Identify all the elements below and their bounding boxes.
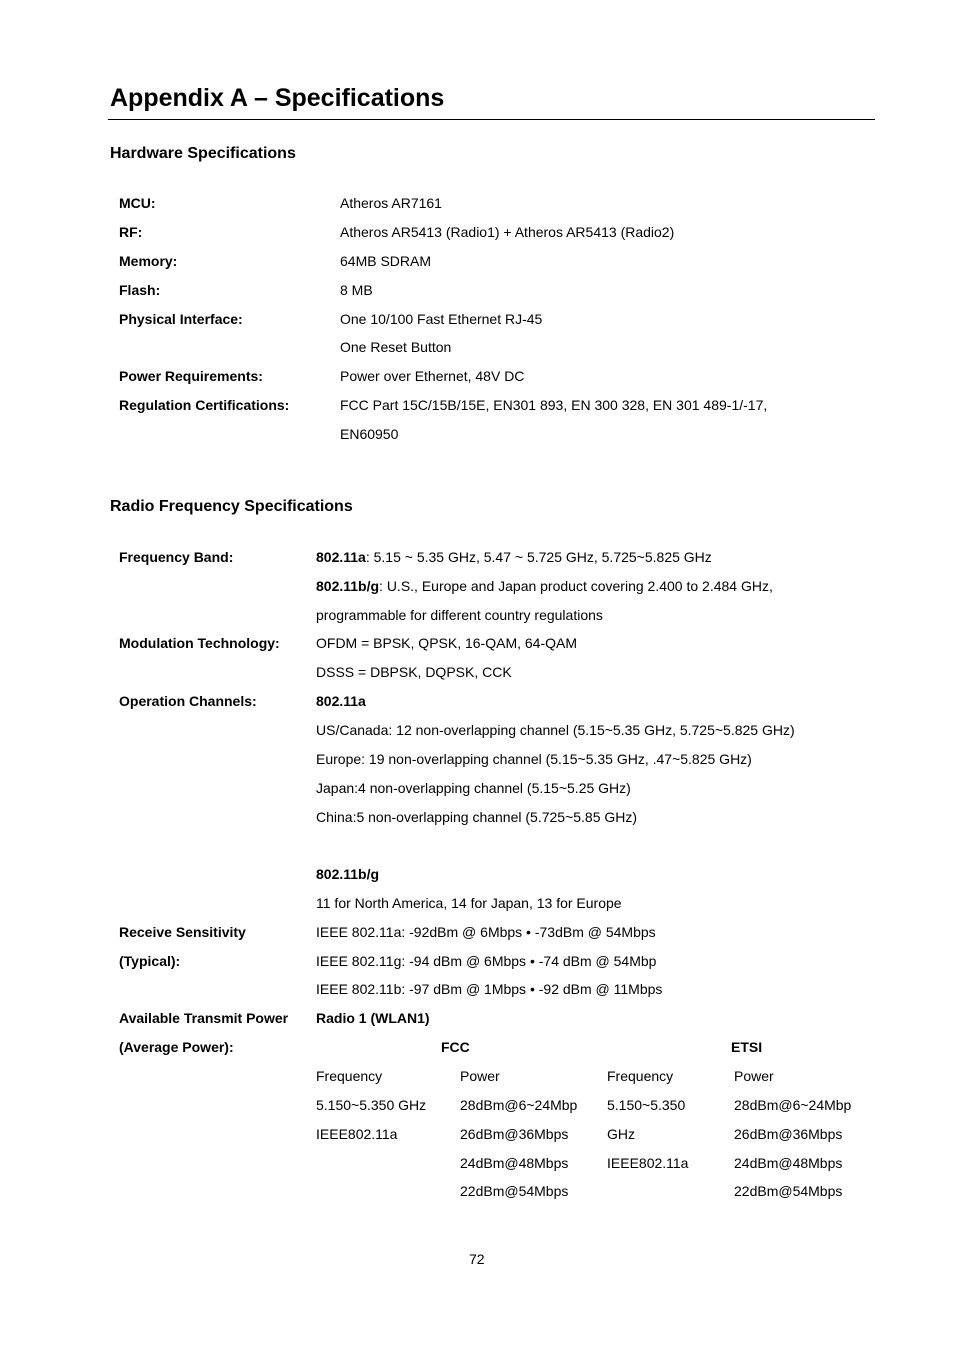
spec-label: RF: (119, 224, 143, 240)
etsi-frequency-cell: Frequency (607, 1068, 674, 1084)
transmit-radio-heading: Radio 1 (WLAN1) (316, 1010, 430, 1026)
spec-label: Physical Interface: (119, 311, 243, 327)
channels-bg-heading: 802.11b/g (316, 866, 380, 882)
spec-value: Power over Ethernet, 48V DC (340, 368, 525, 384)
sensitivity-line: IEEE 802.11b: -97 dBm @ 1Mbps • -92 dBm @ 11Mbps (316, 981, 663, 997)
spec-value: FCC Part 15C/15B/15E, EN301 893, EN 300 328, EN 301 489-1/-17, (340, 397, 768, 413)
fcc-heading: FCC (441, 1039, 470, 1055)
channels-bg-line: 11 for North America, 14 for Japan, 13 for Europe (316, 895, 622, 911)
etsi-power-cell: 24dBm@48Mbps (734, 1155, 843, 1171)
spec-label: Memory: (119, 253, 178, 269)
spec-value: 64MB SDRAM (340, 253, 432, 269)
spec-label: Flash: (119, 282, 161, 298)
page-number: 72 (469, 1251, 485, 1267)
fcc-power-cell: 22dBm@54Mbps (460, 1183, 569, 1199)
radio-heading: Radio Frequency Specifications (110, 498, 353, 515)
spec-label: MCU: (119, 195, 156, 211)
fcc-frequency-cell: 5.150~5.350 GHz (316, 1097, 427, 1113)
frequency-band-bg: 802.11b/g: U.S., Europe and Japan product covering 2.400 to 2.484 GHz, (316, 578, 773, 594)
transmit-label: Available Transmit Power (119, 1010, 289, 1026)
channels-a-line: US/Canada: 12 non-overlapping channel (5.15~5.35 GHz, 5.725~5.825 GHz) (316, 722, 795, 738)
channels-a-heading: 802.11a (316, 693, 366, 709)
spec-label: Power Requirements: (119, 368, 263, 384)
spec-value: Atheros AR5413 (Radio1) + Atheros AR5413 (Radio2) (340, 224, 675, 240)
spec-value: EN60950 (340, 426, 399, 442)
fcc-power-cell: 28dBm@6~24Mbp (460, 1097, 578, 1113)
title-divider (108, 119, 875, 120)
modulation-value: OFDM = BPSK, QPSK, 16-QAM, 64-QAM (316, 635, 578, 651)
hardware-heading: Hardware Specifications (110, 145, 296, 162)
spec-value: One Reset Button (340, 339, 452, 355)
channels-a-line: China:5 non-overlapping channel (5.725~5.85 GHz) (316, 809, 638, 825)
fcc-power-cell: Power (460, 1068, 500, 1084)
fcc-frequency-cell: Frequency (316, 1068, 383, 1084)
frequency-band-bg-cont: programmable for different country regulations (316, 607, 603, 623)
spec-value: 8 MB (340, 282, 373, 298)
etsi-power-cell: Power (734, 1068, 774, 1084)
etsi-heading: ETSI (731, 1039, 763, 1055)
etsi-frequency-cell: GHz (607, 1126, 635, 1142)
etsi-power-cell: 22dBm@54Mbps (734, 1183, 843, 1199)
spec-value: One 10/100 Fast Ethernet RJ-45 (340, 311, 543, 327)
frequency-band-label: Frequency Band: (119, 549, 234, 565)
channels-a-line: Europe: 19 non-overlapping channel (5.15~5.35 GHz, .47~5.825 GHz) (316, 751, 752, 767)
fcc-power-cell: 26dBm@36Mbps (460, 1126, 569, 1142)
channels-a-line: Japan:4 non-overlapping channel (5.15~5.25 GHz) (316, 780, 631, 796)
sensitivity-label: (Typical): (119, 953, 181, 969)
frequency-band-a: 802.11a: 5.15 ~ 5.35 GHz, 5.47 ~ 5.725 GHz, 5.725~5.825 GHz (316, 549, 712, 565)
sensitivity-label: Receive Sensitivity (119, 924, 246, 940)
etsi-frequency-cell: IEEE802.11a (607, 1155, 689, 1171)
fcc-power-cell: 24dBm@48Mbps (460, 1155, 569, 1171)
sensitivity-line: IEEE 802.11a: -92dBm @ 6Mbps • -73dBm @ 54Mbps (316, 924, 656, 940)
etsi-power-cell: 26dBm@36Mbps (734, 1126, 843, 1142)
page-title: Appendix A – Specifications (110, 84, 445, 112)
modulation-value: DSSS = DBPSK, DQPSK, CCK (316, 664, 512, 680)
channels-label: Operation Channels: (119, 693, 257, 709)
etsi-frequency-cell: 5.150~5.350 (607, 1097, 686, 1113)
transmit-label: (Average Power): (119, 1039, 234, 1055)
modulation-label: Modulation Technology: (119, 635, 280, 651)
sensitivity-line: IEEE 802.11g: -94 dBm @ 6Mbps • -74 dBm @ 54Mbp (316, 953, 657, 969)
spec-value: Atheros AR7161 (340, 195, 442, 211)
spec-label: Regulation Certifications: (119, 397, 290, 413)
etsi-power-cell: 28dBm@6~24Mbp (734, 1097, 852, 1113)
fcc-frequency-cell: IEEE802.11a (316, 1126, 398, 1142)
